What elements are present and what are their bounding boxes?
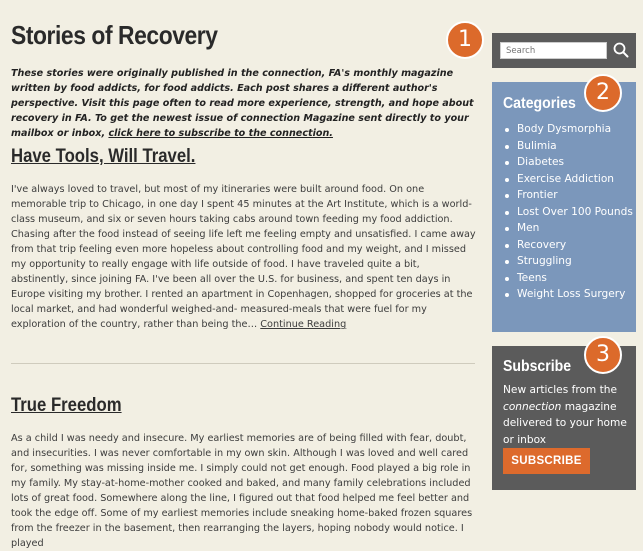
search-widget bbox=[492, 33, 636, 68]
category-item[interactable] bbox=[503, 204, 633, 221]
category-link[interactable]: Men bbox=[517, 222, 540, 234]
search-input[interactable] bbox=[500, 42, 607, 59]
category-link[interactable]: Weight Loss Surgery bbox=[517, 288, 626, 300]
categories-list bbox=[503, 121, 633, 303]
category-item[interactable] bbox=[503, 121, 633, 138]
category-link[interactable]: Struggling bbox=[517, 255, 572, 267]
post-excerpt-text-1: I've always loved to travel, but most of my itineraries were built around food. On one memorable trip to Chicago, in one day I spent 45 minutes at the Art Institute, which is a world-class museum, and six or seven hours taking cabs around town feeding my food addiction. Chasing after the food instead of seeing life left me feeling empty and unsatisfied. I came away from that trip feeling even more hopeless about controlling food and my weight, and I missed my opportunity to really engage with life outside of food. I have traveled quite a bit, abstinently, since joining FA. I've been all over the U.S. for business, and spent ten days in Europe visiting my brother. I rented an apartment in Copenhagen, shopped for groceries at the local market, and had wonderful weighed-and- measured-meals that were fuel for my exploration of the country, rather than being the… bbox=[11, 184, 476, 330]
continue-reading-link[interactable]: Continue Reading bbox=[260, 319, 347, 330]
callout-marker-3: 3 bbox=[584, 336, 622, 374]
category-link[interactable]: Lost Over 100 Pounds bbox=[517, 205, 633, 218]
post-divider bbox=[11, 363, 475, 364]
intro-paragraph bbox=[11, 66, 477, 141]
category-item[interactable] bbox=[503, 270, 633, 287]
intro-text: These stories were originally published in the connection, FA's monthly magazine written by food addicts, for food addicts. Each post shares a different author's perspective. Visit this page often to read more experience, strength, and hope about recovery in FA. To get the newest issue of connection Magazine sent directly to your mailbox or inbox, bbox=[11, 68, 474, 139]
category-link[interactable]: Frontier bbox=[517, 189, 558, 201]
category-item[interactable] bbox=[503, 171, 633, 188]
category-item[interactable] bbox=[503, 187, 633, 204]
categories-widget bbox=[492, 82, 636, 332]
subscribe-button[interactable]: SUBSCRIBE bbox=[503, 448, 590, 474]
subscribe-text-end: magazine delivered to your home or inbox bbox=[503, 400, 627, 446]
category-item[interactable] bbox=[503, 237, 633, 254]
subscribe-title: Subscribe bbox=[503, 358, 572, 375]
category-link[interactable]: Teens bbox=[517, 271, 547, 284]
category-item[interactable] bbox=[503, 154, 633, 171]
subscribe-description bbox=[503, 382, 628, 448]
post-excerpt-2 bbox=[11, 431, 477, 551]
post-excerpt-1 bbox=[11, 182, 477, 332]
subscribe-text-magazine: connection bbox=[503, 400, 562, 413]
categories-title: Categories bbox=[503, 95, 576, 112]
callout-marker-1: 1 bbox=[446, 21, 484, 59]
post-excerpt-text-2: As a child I was needy and insecure. My earliest memories are of being filled with fear, doubt, and insecurities. I was never comfortable in my own skin. Although I was loved and well cared for, something was missing inside me. I simply could not get enough. Food played a big role in my family. My stay-at-home-mother cooked and baked, and many family celebrations included lots of great food. Somewhere along the line, I figured out that food helped me feel better and took the edge off. Some of my earliest memories include sneaking home-baked frozen squares from the freezer in the basement, then rearranging the layers, hoping nobody would notice. I played bbox=[11, 433, 473, 549]
search-icon[interactable] bbox=[612, 41, 630, 59]
category-item[interactable] bbox=[503, 286, 633, 303]
category-item[interactable] bbox=[503, 220, 633, 237]
subscribe-text-start: New articles from the bbox=[503, 384, 617, 396]
subscribe-connection-link[interactable]: click here to subscribe to the connection. bbox=[108, 128, 333, 139]
category-item[interactable] bbox=[503, 138, 633, 155]
page-title: Stories of Recovery bbox=[11, 20, 218, 50]
category-item[interactable] bbox=[503, 253, 633, 270]
category-link[interactable]: Recovery bbox=[517, 238, 567, 251]
post-title-2[interactable]: True Freedom bbox=[11, 395, 122, 416]
category-link[interactable]: Body Dysmorphia bbox=[517, 123, 612, 135]
category-link[interactable]: Diabetes bbox=[517, 156, 565, 168]
category-link[interactable]: Exercise Addiction bbox=[517, 172, 615, 185]
category-link[interactable]: Bulimia bbox=[517, 139, 557, 152]
post-title-1[interactable]: Have Tools, Will Travel. bbox=[11, 146, 196, 167]
callout-marker-2: 2 bbox=[584, 74, 622, 112]
